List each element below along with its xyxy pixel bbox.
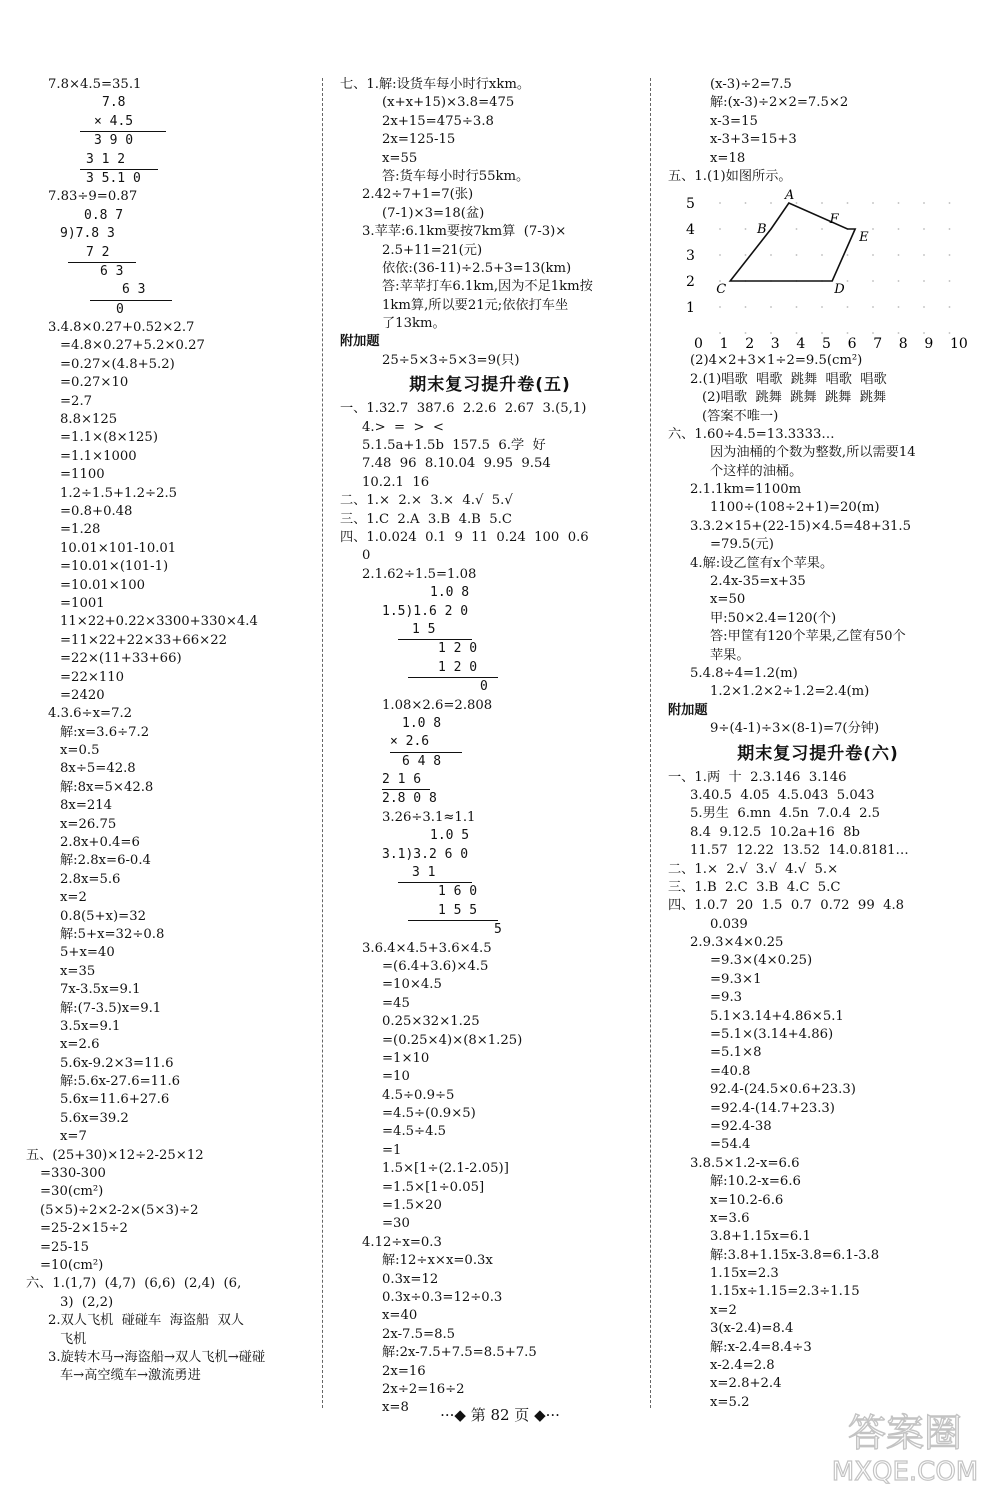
text-line: 飞机: [60, 1331, 87, 1347]
long-division: 0.8 7 9)7.8 3 7 2 6 3 6 3 0: [60, 207, 170, 319]
text-line: 一、1.两 十 2.3.146 3.146: [668, 769, 847, 785]
x-tick-label: 1: [719, 336, 729, 349]
text-line: 3.26÷3.1≈1.1: [382, 809, 476, 825]
text-line: =25-15: [40, 1239, 90, 1255]
text-line: =1001: [60, 595, 105, 611]
point-label-D: D: [834, 282, 845, 298]
text-line: 1100÷(108÷2+1)=20(m): [710, 500, 880, 516]
text-line: =9.3: [710, 990, 743, 1006]
text-line: =1×10: [382, 1050, 430, 1066]
text-line: 六、1.(1,7) (4,7) (6,6) (2,4) (6,: [26, 1276, 242, 1292]
text-line: 2.8x+0.4=6: [60, 835, 140, 851]
text-line: 解:x=3.6÷7.2: [60, 724, 150, 740]
text-line: 0.3x÷0.3=12÷0.3: [382, 1290, 503, 1305]
text-line: 一、1.32.7 387.6 2.2.6 2.67 3.(5,1): [340, 401, 587, 417]
text-line: 解:10.2-x=6.6: [710, 1174, 801, 1190]
text-line: x=2: [710, 1302, 737, 1318]
text-line: 2.5+11=21(元): [382, 242, 483, 258]
grid-dot: [923, 332, 925, 334]
x-tick-label: 3: [770, 336, 780, 349]
grid-dot: [949, 254, 951, 256]
text-line: =9.3×1: [710, 971, 762, 987]
grid-dot: [872, 254, 874, 256]
text-line: x=2.6: [60, 1037, 100, 1053]
text-line: x=26.75: [60, 816, 117, 832]
text-line: =40.8: [710, 1063, 751, 1079]
text-line: x=8: [382, 1400, 409, 1416]
grid-dot: [847, 202, 849, 204]
text-line: 依依:(36-11)÷2.5+3=13(km): [382, 260, 572, 276]
text-line: 2x+15=475÷3.8: [382, 113, 494, 129]
text-line: 解:8x=5×42.8: [60, 779, 154, 795]
text-line: =10: [382, 1069, 410, 1085]
grid-dot: [745, 306, 747, 308]
grid-dot: [770, 202, 772, 204]
column-divider-1: [322, 78, 323, 1408]
watermark-logo: [820, 1404, 990, 1488]
text-line: 7x-3.5x=9.1: [60, 982, 141, 998]
grid-dot: [898, 202, 900, 204]
text-line: 2x÷2=16÷2: [382, 1381, 465, 1397]
grid-dot: [847, 254, 849, 256]
watermark-text: 答案圈: [847, 1411, 963, 1455]
x-tick-label: 9: [924, 336, 934, 349]
grid-dot: [796, 254, 798, 256]
text-line: 3) (2,2): [60, 1294, 114, 1310]
text-line: 2.9.3×4×0.25: [690, 935, 784, 951]
text-line: 8.8×125: [60, 412, 118, 428]
grid-dot: [923, 228, 925, 230]
text-line: 2.8x=5.6: [60, 871, 121, 887]
grid-dot: [872, 332, 874, 334]
grid-dot: [821, 306, 823, 308]
text-line: 个这样的油桶。: [710, 463, 803, 479]
grid-dot: [719, 254, 721, 256]
text-line: =4.5÷4.5: [382, 1124, 447, 1140]
text-line: 10.2.1 16: [362, 474, 430, 490]
grid-dot: [872, 202, 874, 204]
arrow-left-icon: ···◆: [440, 1406, 466, 1424]
y-axis-tick-labels: [686, 196, 695, 316]
text-line: 解:(x-3)÷2×2=7.5×2: [710, 95, 849, 111]
text-line: x=10.2-6.6: [710, 1192, 784, 1208]
text-line: =0.8+0.48: [60, 503, 133, 519]
grid-dot: [898, 254, 900, 256]
text-line: 8.4 9.12.5 10.2a+16 8b: [690, 824, 860, 840]
text-line: =330-300: [40, 1166, 106, 1182]
text-line: 七、1.解:设货车每小时行xkm。: [340, 77, 531, 92]
bonus-label: 附加题: [668, 702, 708, 718]
text-line: x=0.5: [60, 743, 100, 759]
text-line: 2.1.62÷1.5=1.08: [362, 566, 477, 582]
grid-dot: [796, 202, 798, 204]
grid-dot: [949, 332, 951, 334]
text-line: 答:货车每小时行55km。: [382, 168, 530, 184]
text-line: 7.83÷9=0.87: [48, 189, 138, 205]
grid-dot: [719, 332, 721, 334]
grid-dot: [898, 280, 900, 282]
text-line: 车→高空缆车→激流勇进: [60, 1368, 201, 1384]
x-tick-label: 4: [796, 336, 806, 349]
text-line: =1100: [60, 467, 105, 483]
column-left: [26, 76, 314, 1386]
text-line: 9÷(4-1)÷3×(8-1)=7(分钟): [710, 721, 880, 737]
text-line: =79.5(元): [710, 537, 774, 553]
text-line: 解:5.6x-27.6=11.6: [60, 1074, 181, 1090]
text-line: =10(cm²): [40, 1258, 104, 1273]
text-line: =30(cm²): [40, 1184, 104, 1200]
bonus-label: 附加题: [340, 334, 380, 350]
vertical-calculation: 1.0 8 × 2.6 6 4 8 2 1 6 2.8 0 8: [382, 715, 492, 809]
x-tick-label: 8: [898, 336, 908, 349]
text-line: 0.3x=12: [382, 1271, 439, 1287]
grid-dot: [923, 254, 925, 256]
text-line: =54.4: [710, 1137, 751, 1153]
text-line: 3(x-2.4)=8.4: [710, 1321, 794, 1337]
grid-dot: [821, 254, 823, 256]
grid-dot: [923, 202, 925, 204]
x-tick-label: 2: [745, 336, 755, 349]
grid-dot: [796, 228, 798, 230]
text-line: 1.15x÷1.15=2.3÷1.15: [710, 1284, 860, 1300]
text-line: x=40: [382, 1308, 418, 1324]
text-line: 4.12÷x=0.3: [362, 1234, 442, 1250]
section-title-6: 期末复习提升卷(六): [737, 743, 899, 764]
x-tick-label: 0: [694, 336, 703, 349]
text-line: 5.4.8÷4=1.2(m): [690, 665, 798, 681]
page-number-text: 第 82 页: [470, 1406, 530, 1424]
text-line: =10.01×100: [60, 577, 146, 593]
text-line: 1km算,所以要21元;依依打车坐: [382, 297, 569, 313]
long-division: 1.0 8 1.5)1.6 2 0 1 5 1 2 0 1 2 0 0: [382, 584, 492, 696]
text-line: =(6.4+3.6)×4.5: [382, 958, 489, 974]
grid-dot: [745, 202, 747, 204]
text-line: 二、1.× 2.× 3.× 4.√ 5.√: [340, 493, 513, 509]
text-line: 3.苹苹:6.1km要按7km算 (7-3)×: [362, 224, 567, 240]
grid-dot: [770, 254, 772, 256]
grid-dot: [872, 280, 874, 282]
text-line: 五、(25+30)×12÷2-25×12: [26, 1147, 204, 1163]
text-line: (7-1)×3=18(盆): [382, 205, 485, 221]
coordinate-grid-svg: [668, 188, 968, 348]
text-line: 1.08×2.6=2.808: [382, 697, 493, 713]
text-line: 了13km。: [382, 316, 446, 332]
text-line: =25-2×15÷2: [40, 1221, 128, 1237]
text-line: 1.15x=2.3: [710, 1266, 779, 1282]
section-title-5: 期末复习提升卷(五): [409, 375, 571, 396]
text-line: x=18: [710, 150, 746, 166]
text-line: 1.2÷1.5+1.2÷2.5: [60, 485, 178, 501]
text-line: 四、1.0.7 20 1.5 0.7 0.72 99 4.8: [668, 898, 905, 914]
text-line: =4.5÷(0.9×5): [382, 1106, 476, 1122]
text-line: 答:甲筐有120个苹果,乙筐有50个: [710, 629, 906, 645]
y-tick-label: 1: [686, 300, 695, 317]
text-line: =92.4-(14.7+23.3): [710, 1100, 835, 1116]
y-tick-label: 5: [686, 196, 695, 213]
text-line: 六、1.60÷4.5=13.3333…: [668, 426, 835, 442]
grid-dot: [745, 254, 747, 256]
grid-dot: [847, 306, 849, 308]
grid-dot: [719, 228, 721, 230]
text-line: x-3=15: [710, 113, 758, 129]
point-label-C: C: [716, 282, 727, 298]
column-right: [668, 76, 968, 1412]
text-line: 解:(7-3.5)x=9.1: [60, 1000, 162, 1016]
text-line: 0.039: [710, 916, 748, 932]
text-line: 解:2x-7.5+7.5=8.5+7.5: [382, 1345, 537, 1361]
text-line: 2x-7.5=8.5: [382, 1326, 456, 1342]
text-line: x=5.2: [710, 1394, 750, 1410]
text-line: 4.> = > <: [362, 419, 444, 435]
text-line: 四、1.0.024 0.1 9 11 0.24 100 0.6: [340, 529, 589, 545]
text-line: =1.5×[1÷0.05]: [382, 1179, 485, 1195]
text-line: (x-3)÷2=7.5: [710, 77, 792, 92]
text-line: =30: [382, 1216, 410, 1232]
point-label-A: A: [784, 188, 795, 204]
text-line: =1.5×20: [382, 1198, 442, 1214]
grid-dot: [796, 306, 798, 308]
text-line: x=35: [60, 963, 96, 979]
text-line: 4.解:设乙筐有x个苹果。: [690, 555, 834, 571]
grid-dot: [821, 332, 823, 334]
text-line: 解:x-2.4=8.4÷3: [710, 1339, 812, 1355]
text-line: 因为油桶的个数为整数,所以需要14: [710, 445, 916, 461]
text-line: 5.6x-9.2×3=11.6: [60, 1055, 174, 1071]
text-line: (x+x+15)×3.8=475: [382, 95, 515, 111]
y-tick-label: 2: [686, 274, 695, 291]
text-line: 2.1.1km=1100m: [690, 482, 802, 498]
grid-dot: [949, 306, 951, 308]
grid-dot: [898, 332, 900, 334]
text-line: =(0.25×4)×(8×1.25): [382, 1032, 523, 1048]
grid-dot: [770, 332, 772, 334]
text-line: =0.27×10: [60, 375, 129, 391]
text-line: 7.8×4.5=35.1: [48, 77, 142, 92]
text-line: 5.1.5a+1.5b 157.5 6.学 好: [362, 438, 546, 454]
text-line: 2x=16: [382, 1363, 426, 1379]
text-line: 11×22+0.22×3300+330×4.4: [60, 614, 258, 630]
grid-dot: [923, 306, 925, 308]
text-line: 3.8+1.15x=6.1: [710, 1229, 811, 1245]
text-line: x=55: [382, 150, 418, 166]
grid-dot: [847, 332, 849, 334]
text-line: 0.8(5+x)=32: [60, 908, 146, 924]
text-line: 解:3.8+1.15x-3.8=6.1-3.8: [710, 1247, 880, 1263]
text-line: 解:5+x=32÷0.8: [60, 926, 165, 942]
text-line: =9.3×(4×0.25): [710, 953, 813, 969]
text-line: =5.1×8: [710, 1045, 762, 1061]
text-line: 3.3.2×15+(22-15)×4.5=48+31.5: [690, 518, 912, 534]
grid-dot: [923, 280, 925, 282]
text-line: 2.42÷7+1=7(张): [362, 187, 474, 203]
text-line: 11.57 12.22 13.52 14.0.8181…: [690, 843, 909, 859]
text-line: 3.4.8×0.27+0.52×2.7: [48, 320, 195, 336]
text-line: 5+x=40: [60, 945, 115, 961]
text-line: =10×4.5: [382, 977, 442, 993]
text-line: 10.01×101-10.01: [60, 540, 177, 556]
point-label-B: B: [757, 222, 767, 238]
text-line: =2.7: [60, 393, 93, 409]
text-line: 1.5×[1÷(2.1-2.05)]: [382, 1161, 509, 1177]
column-middle: [340, 76, 640, 1418]
text-line: 2x=125-15: [382, 132, 456, 148]
text-line: 0.25×32×1.25: [382, 1014, 480, 1030]
text-line: =0.27×(4.8+5.2): [60, 356, 175, 372]
text-line: x=2.8+2.4: [710, 1376, 782, 1392]
coordinate-grid-figure: [668, 188, 968, 348]
point-label-F: F: [829, 212, 839, 228]
text-line: =22×110: [60, 669, 125, 685]
text-line: =45: [382, 995, 410, 1011]
grid-dot: [847, 280, 849, 282]
grid-dot: [898, 306, 900, 308]
text-line: 2.4x-35=x+35: [710, 574, 806, 590]
column-divider-2: [650, 78, 651, 1408]
grid-dot: [719, 306, 721, 308]
grid-dot: [949, 280, 951, 282]
text-line: 8x=214: [60, 798, 113, 814]
x-tick-label: 5: [822, 336, 831, 349]
text-line: 5.1×3.14+4.86×5.1: [710, 1008, 844, 1024]
text-line: 8x÷5=42.8: [60, 761, 136, 777]
text-line: 4.5÷0.9÷5: [382, 1087, 455, 1103]
text-line: 五、1.(1)如图所示。: [668, 168, 792, 184]
x-axis-tick-labels: [694, 336, 968, 348]
text-line: 3.5x=9.1: [60, 1018, 121, 1034]
text-line: (5×5)÷2×2-2×(5×3)÷2: [40, 1202, 199, 1218]
text-line: (2)4×2+3×1÷2=9.5(cm²): [690, 353, 863, 369]
grid-dot: [821, 202, 823, 204]
text-line: (答案不唯一): [702, 408, 779, 424]
text-line: 7.48 96 8.10.04 9.95 9.54: [362, 456, 551, 472]
text-line: =1: [382, 1142, 402, 1158]
text-line: 三、1.C 2.A 3.B 4.B 5.C: [340, 511, 512, 527]
text-line: 3.6.4×4.5+3.6×4.5: [362, 940, 492, 956]
text-line: 3.40.5 4.05 4.5.043 5.043: [690, 787, 875, 803]
grid-dot: [745, 332, 747, 334]
text-line: 解:2.8x=6-0.4: [60, 853, 151, 869]
text-line: 5.6x=11.6+27.6: [60, 1092, 170, 1108]
text-line: 92.4-(24.5×0.6+23.3): [710, 1082, 856, 1098]
text-line: x=7: [60, 1129, 87, 1145]
watermark-url: MXQE.COM: [831, 1457, 979, 1487]
x-tick-label: 10: [950, 336, 968, 349]
grid-dot: [949, 228, 951, 230]
text-line: x-2.4=2.8: [710, 1358, 775, 1374]
text-line: =1.28: [60, 522, 101, 538]
text-line: 2.(1)唱歌 唱歌 跳舞 唱歌 唱歌: [690, 371, 887, 387]
grid-dot: [949, 202, 951, 204]
text-line: =92.4-38: [710, 1118, 772, 1134]
text-line: 解:12÷x×x=0.3x: [382, 1253, 493, 1269]
grid-dot: [898, 228, 900, 230]
text-line: x=50: [710, 592, 746, 608]
text-line: 5.男生 6.mn 4.5n 7.0.4 2.5: [690, 806, 881, 822]
text-line: 4.3.6÷x=7.2: [48, 706, 133, 722]
grid-dot: [796, 332, 798, 334]
text-line: x=3.6: [710, 1210, 750, 1226]
text-line: 苹果。: [710, 647, 750, 663]
text-line: =5.1×(3.14+4.86): [710, 1027, 834, 1043]
grid-dot: [872, 228, 874, 230]
text-line: 0: [362, 548, 371, 564]
text-line: 甲:50×2.4=120(个): [710, 610, 837, 626]
text-line: 答:苹苹打车6.1km,因为不足1km按: [382, 279, 593, 295]
y-tick-label: 4: [686, 222, 695, 239]
long-division: 1.0 5 3.1)3.2 6 0 3 1 1 6 0 1 5 5 5: [382, 828, 502, 938]
arrow-right-icon: ◆···: [534, 1406, 560, 1424]
text-line: =11×22+22×33+66×22: [60, 632, 227, 648]
vertical-calculation: 7.8 × 4.5 3 9 0 3 1 2 3 5.1 0: [72, 94, 182, 188]
text-line: 3.8.5×1.2-x=6.6: [690, 1155, 800, 1171]
text-line: x-3+3=15+3: [710, 132, 797, 148]
text-line: 2.双人飞机 碰碰车 海盗船 双人: [48, 1313, 244, 1329]
text-line: 二、1.× 2.√ 3.√ 4.√ 5.×: [668, 861, 839, 877]
grid-dot: [770, 306, 772, 308]
text-line: 25÷5×3÷5×3=9(只): [382, 352, 520, 368]
text-line: 3.旋转木马→海盗船→双人飞机→碰碰: [48, 1349, 266, 1365]
text-line: =1.1×1000: [60, 448, 137, 464]
text-line: =10.01×(101-1): [60, 559, 169, 575]
text-line: (2)唱歌 跳舞 跳舞 跳舞 跳舞: [702, 390, 887, 406]
grid-dot: [719, 202, 721, 204]
grid-dot: [872, 306, 874, 308]
point-label-E: E: [859, 230, 869, 246]
text-line: =1.1×(8×125): [60, 430, 158, 446]
text-line: =22×(11+33+66): [60, 651, 182, 667]
x-tick-label: 6: [847, 336, 857, 349]
text-line: x=2: [60, 890, 87, 906]
text-line: =4.8×0.27+5.2×0.27: [60, 338, 205, 354]
text-line: 1.2×1.2×2÷1.2=2.4(m): [710, 684, 870, 700]
x-tick-label: 7: [873, 336, 883, 349]
grid-dot: [745, 228, 747, 230]
text-line: 5.6x=39.2: [60, 1110, 129, 1126]
text-line: =2420: [60, 687, 105, 703]
text-line: 三、1.B 2.C 3.B 4.C 5.C: [668, 879, 841, 895]
y-tick-label: 3: [686, 248, 695, 265]
grid-dot: [821, 228, 823, 230]
